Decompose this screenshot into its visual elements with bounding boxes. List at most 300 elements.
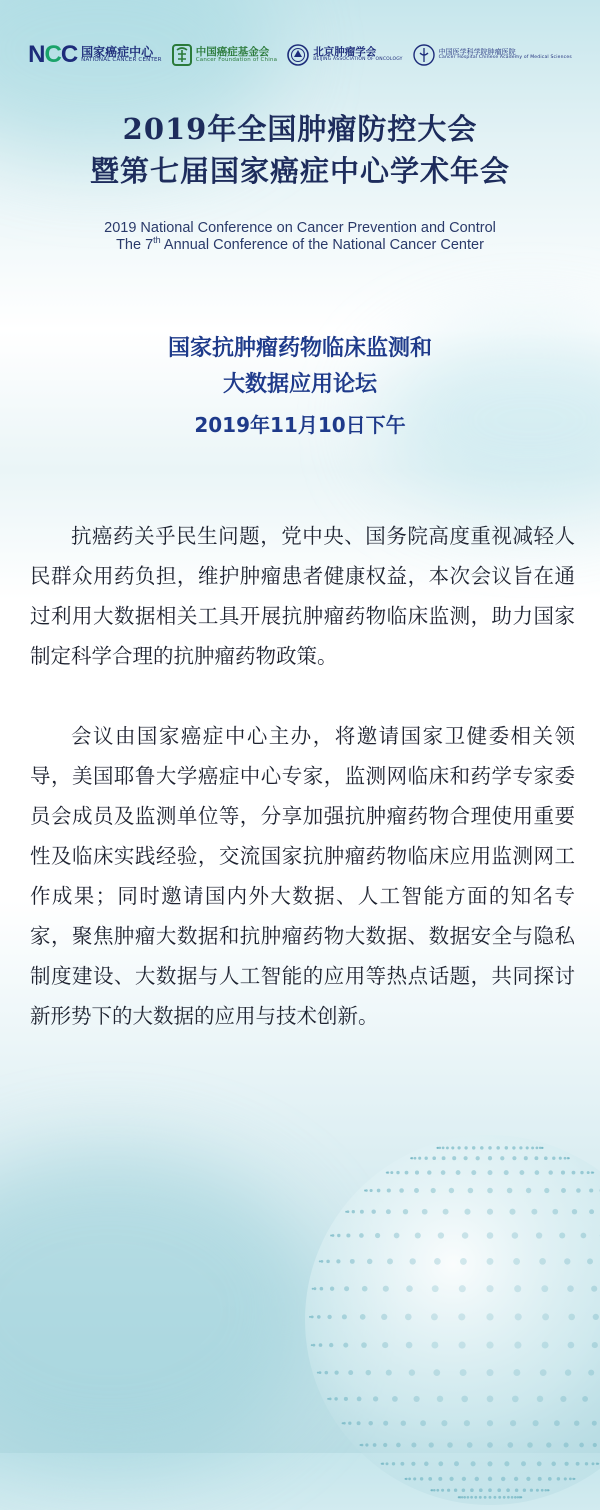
sphere-dot bbox=[392, 1396, 398, 1402]
sphere-dot bbox=[371, 1209, 375, 1213]
sphere-dot bbox=[500, 1156, 504, 1160]
sphere-dot bbox=[431, 1489, 433, 1491]
sphere-dot bbox=[311, 1315, 314, 1318]
sphere-dot bbox=[510, 1420, 516, 1426]
sphere-dot bbox=[367, 1259, 372, 1264]
sphere-dot bbox=[487, 1396, 494, 1403]
sphere-dot bbox=[574, 1420, 579, 1425]
sphere-dot bbox=[457, 1146, 460, 1149]
sphere-dot bbox=[459, 1285, 466, 1292]
sphere-dot bbox=[357, 1397, 362, 1402]
sphere-dot bbox=[487, 1209, 493, 1215]
sphere-dot bbox=[454, 1461, 459, 1466]
sphere-dot bbox=[332, 1234, 335, 1237]
sphere-dot bbox=[447, 1489, 450, 1492]
sphere-dot bbox=[597, 1463, 599, 1465]
sphere-dot bbox=[460, 1258, 467, 1265]
sphere-dot bbox=[431, 1313, 438, 1320]
sphere-dot bbox=[449, 1188, 454, 1193]
sphere-dot bbox=[405, 1314, 412, 1321]
sphere-dot bbox=[493, 1496, 496, 1499]
sphere-dot bbox=[560, 1396, 566, 1402]
sphere-dot bbox=[396, 1443, 401, 1448]
sphere-dot bbox=[564, 1462, 568, 1466]
beijing-logo bbox=[287, 44, 402, 66]
logo-bar bbox=[0, 30, 600, 80]
sphere-dot bbox=[326, 1260, 330, 1264]
conference-title-en-line1: 2019 National Conference on Cancer Prevention and Control bbox=[0, 220, 600, 236]
sphere-dot bbox=[548, 1489, 550, 1491]
sphere-dot bbox=[462, 1488, 466, 1492]
foundation-logo-cn: 中国癌症基金会 bbox=[196, 47, 278, 58]
sphere-dot bbox=[461, 1396, 468, 1403]
sphere-dot bbox=[362, 1286, 368, 1292]
sphere-dot bbox=[314, 1287, 317, 1290]
sphere-dot bbox=[514, 1477, 518, 1481]
sphere-dot bbox=[544, 1188, 549, 1193]
sphere-dot bbox=[569, 1478, 572, 1481]
sphere-dot bbox=[446, 1146, 449, 1149]
sphere-dot bbox=[408, 1478, 411, 1481]
sphere-dot bbox=[350, 1259, 355, 1264]
sphere-dot bbox=[488, 1170, 493, 1175]
conference-title-line1: 2019年全国肿瘤防控大会 bbox=[0, 110, 600, 148]
sphere-dot bbox=[438, 1477, 442, 1481]
hospital-emblem-icon bbox=[413, 44, 435, 66]
ncc-logo-en: NATIONAL CANCER CENTER bbox=[81, 58, 162, 64]
sphere-dot bbox=[509, 1209, 515, 1215]
sphere-dot bbox=[489, 1496, 492, 1499]
sphere-dot bbox=[463, 1496, 466, 1499]
sphere-dot bbox=[383, 1286, 389, 1292]
sphere-dot bbox=[579, 1443, 584, 1448]
sphere-dot bbox=[564, 1477, 567, 1480]
sphere-dot bbox=[589, 1188, 593, 1192]
sphere-dot bbox=[524, 1156, 528, 1160]
sphere-dot bbox=[519, 1170, 524, 1175]
sphere-dot bbox=[447, 1442, 453, 1448]
sphere-dot bbox=[387, 1258, 393, 1264]
sphere-dot bbox=[470, 1496, 473, 1499]
sphere-dot bbox=[442, 1147, 445, 1150]
sphere-dot bbox=[507, 1442, 513, 1448]
sphere-dot bbox=[309, 1316, 311, 1318]
sphere-dot bbox=[514, 1342, 521, 1349]
sphere-dot bbox=[342, 1314, 347, 1319]
sphere-dot bbox=[386, 1462, 389, 1465]
sphere-dot bbox=[348, 1370, 353, 1375]
sphere-dot bbox=[504, 1170, 509, 1175]
sphere-dot bbox=[431, 1188, 436, 1193]
sphere-dot bbox=[544, 1489, 547, 1492]
sphere-dot bbox=[504, 1461, 509, 1466]
sphere-dot bbox=[433, 1489, 436, 1492]
sphere-dot bbox=[441, 1170, 446, 1175]
sphere-dot bbox=[422, 1209, 428, 1215]
sphere-dot bbox=[514, 1285, 521, 1292]
sphere-dot bbox=[450, 1477, 454, 1481]
sphere-dot bbox=[538, 1477, 542, 1481]
sphere-dot bbox=[383, 1443, 387, 1447]
sphere-dot bbox=[537, 1396, 543, 1402]
sphere-dot bbox=[368, 1421, 373, 1426]
sphere-dot bbox=[329, 1343, 333, 1347]
sphere-dot bbox=[360, 1314, 366, 1320]
sphere-dot bbox=[587, 1171, 590, 1174]
sphere-dot bbox=[592, 1172, 594, 1174]
sphere-dot bbox=[319, 1260, 321, 1262]
sphere-dot bbox=[591, 1286, 597, 1292]
sphere-dot bbox=[479, 1496, 482, 1499]
sphere-dot bbox=[480, 1146, 484, 1150]
sphere-dot bbox=[593, 1443, 597, 1447]
sphere-dot bbox=[531, 1146, 534, 1149]
sphere-dot bbox=[441, 1420, 447, 1426]
sphere-dot bbox=[592, 1342, 598, 1348]
sphere-dot bbox=[415, 1171, 419, 1175]
sphere-dot bbox=[409, 1369, 415, 1375]
sphere-dot bbox=[337, 1234, 340, 1237]
sphere-dot bbox=[330, 1287, 334, 1291]
sphere-dot bbox=[361, 1444, 364, 1447]
sphere-dot bbox=[496, 1146, 500, 1150]
sphere-dot bbox=[531, 1209, 537, 1215]
sphere-dot bbox=[415, 1232, 421, 1238]
sphere-dot bbox=[515, 1313, 522, 1320]
sphere-dot bbox=[464, 1146, 467, 1149]
sphere-dot bbox=[317, 1372, 319, 1374]
sphere-dot bbox=[487, 1188, 493, 1194]
sphere-dot bbox=[387, 1171, 389, 1173]
sphere-dot bbox=[414, 1188, 419, 1193]
sphere-dot bbox=[373, 1396, 378, 1401]
sphere-dot bbox=[429, 1442, 434, 1447]
sphere-dot bbox=[486, 1342, 493, 1349]
beijing-logo-en: BEIJING ASSOCIATION OF ONCOLOGY bbox=[313, 58, 402, 63]
sphere-dot bbox=[561, 1171, 565, 1175]
sphere-dot bbox=[503, 1496, 506, 1499]
ncc-logo-cn: 国家癌症中心 bbox=[81, 46, 162, 59]
sphere-dot bbox=[344, 1286, 349, 1291]
sphere-dot bbox=[523, 1489, 526, 1492]
sphere-dot bbox=[511, 1496, 514, 1499]
sphere-dot bbox=[427, 1170, 431, 1174]
sphere-dot bbox=[501, 1477, 505, 1481]
sphere-dot bbox=[366, 1370, 372, 1376]
sphere-dot bbox=[320, 1287, 324, 1291]
sphere-dot bbox=[552, 1157, 555, 1160]
sphere-dot bbox=[541, 1285, 548, 1292]
sphere-dot bbox=[497, 1488, 501, 1492]
sphere-dot bbox=[486, 1313, 493, 1320]
sphere-dot bbox=[512, 1396, 519, 1403]
sphere-dot bbox=[568, 1157, 570, 1159]
sphere-dot bbox=[479, 1488, 483, 1492]
sphere-dot bbox=[414, 1396, 420, 1402]
sphere-dot bbox=[410, 1258, 416, 1264]
sphere-dot bbox=[565, 1369, 571, 1375]
sphere-dot bbox=[438, 1232, 444, 1238]
sphere-dot bbox=[454, 1489, 457, 1492]
sphere-dot bbox=[559, 1157, 562, 1160]
ncc-logo bbox=[28, 41, 162, 69]
sphere-dot bbox=[432, 1156, 436, 1160]
sphere-dot bbox=[352, 1210, 355, 1213]
sphere-dot bbox=[461, 1496, 463, 1498]
hospital-logo-en: Cancer Hospital Chinese Academy of Medical Sciences bbox=[439, 56, 572, 61]
sphere-dot bbox=[343, 1422, 346, 1425]
sphere-dot bbox=[474, 1496, 477, 1499]
sphere-dot bbox=[401, 1420, 406, 1425]
foundation-emblem-icon bbox=[172, 44, 192, 66]
sphere-dot bbox=[424, 1462, 429, 1467]
sphere-dot bbox=[487, 1420, 493, 1426]
sphere-dot bbox=[540, 1369, 547, 1376]
sphere-dot bbox=[458, 1313, 465, 1320]
sphere-dot bbox=[347, 1210, 350, 1213]
sphere-dot bbox=[507, 1496, 510, 1499]
sphere-dot bbox=[585, 1462, 588, 1465]
sphere-dot bbox=[552, 1209, 558, 1215]
sphere-dot bbox=[582, 1396, 588, 1402]
forum-title-line1: 国家抗肿瘤药物临床监测和 bbox=[0, 332, 600, 366]
sphere-dot bbox=[327, 1315, 331, 1319]
hospital-logo bbox=[413, 44, 572, 66]
sphere-dot bbox=[535, 1170, 540, 1175]
sphere-dot bbox=[536, 1232, 542, 1238]
foundation-logo-en: Cancer Foundation of China bbox=[196, 58, 278, 64]
sphere-dot bbox=[411, 1442, 416, 1447]
background-glow-bottom bbox=[0, 1150, 320, 1470]
sphere-dot bbox=[336, 1259, 340, 1263]
sphere-dot bbox=[519, 1146, 522, 1149]
sphere-dot bbox=[534, 1156, 538, 1160]
sphere-dot bbox=[325, 1371, 329, 1375]
sphere-dot bbox=[443, 1209, 449, 1215]
sphere-dot bbox=[512, 1146, 515, 1149]
sphere-dot bbox=[526, 1477, 530, 1481]
sphere-dot bbox=[321, 1260, 324, 1263]
sphere-dot bbox=[487, 1369, 494, 1376]
sphere-dot bbox=[588, 1370, 594, 1376]
sphere-dot bbox=[343, 1343, 348, 1348]
forum-title-line2: 大数据应用论坛 bbox=[0, 368, 600, 402]
sphere-dot bbox=[526, 1146, 529, 1149]
sphere-dot bbox=[396, 1171, 399, 1174]
sphere-dot bbox=[346, 1233, 350, 1237]
sphere-dot bbox=[459, 1342, 466, 1349]
sphere-dot bbox=[451, 1146, 454, 1149]
sphere-dot bbox=[420, 1420, 426, 1426]
sphere-dot bbox=[317, 1315, 321, 1319]
sphere-dot bbox=[357, 1421, 361, 1425]
sphere-dot bbox=[542, 1147, 544, 1149]
sphere-dot bbox=[470, 1488, 474, 1492]
sphere-dot bbox=[462, 1477, 466, 1481]
sphere-dot bbox=[334, 1397, 337, 1400]
conference-title-line2: 暨第七届国家癌症中心学术年会 bbox=[0, 152, 600, 190]
sphere-dot bbox=[373, 1443, 377, 1447]
sphere-dot bbox=[420, 1477, 423, 1480]
sphere-dot bbox=[475, 1477, 479, 1481]
body-paragraph-2: 会议由国家癌症中心主办，将邀请国家卫健委相关领导，美国耶鲁大学癌症中心专家，监测网临床和药学专家委员会成员及监测单位等，分享加强抗肿瘤药物合理使用重要性及临床实践经验，交流国家抗肿瘤药物临床应用监测网工作成果；同时邀请国内外大数据、人工智能方面的知名专家，聚焦肿瘤大数据和抗肿瘤药物大数据、数据安全与隐私制度建设、大数据与人工智能的应用等热点话题，共同探讨新形势下的大数据的应用与技术创新。 bbox=[30, 716, 575, 1036]
sphere-dot bbox=[512, 1232, 519, 1239]
sphere-dot bbox=[413, 1477, 416, 1480]
sphere-dot bbox=[539, 1258, 546, 1265]
sphere-dot bbox=[319, 1343, 323, 1347]
sphere-dot bbox=[592, 1462, 595, 1465]
sphere-dot bbox=[576, 1462, 580, 1466]
sphere-dot bbox=[487, 1461, 492, 1466]
sphere-dot bbox=[428, 1477, 432, 1481]
sphere-dot bbox=[546, 1442, 551, 1447]
sphere-dot bbox=[386, 1370, 392, 1376]
sphere-dot bbox=[329, 1398, 332, 1401]
sphere-dot bbox=[580, 1171, 583, 1174]
sphere-dot bbox=[361, 1342, 367, 1348]
sphere-dot bbox=[521, 1461, 526, 1466]
sphere-dot bbox=[403, 1209, 408, 1214]
sphere-dot bbox=[515, 1488, 519, 1492]
sphere-dot bbox=[506, 1488, 510, 1492]
sphere-dot bbox=[471, 1170, 476, 1175]
sphere-dot bbox=[365, 1189, 368, 1192]
sphere-dot bbox=[437, 1396, 443, 1402]
sphere-dot bbox=[567, 1285, 574, 1292]
sphere-dot bbox=[405, 1171, 409, 1175]
sphere-dot bbox=[557, 1477, 560, 1480]
sphere-dot bbox=[431, 1342, 438, 1349]
sphere-dot bbox=[564, 1157, 567, 1160]
sphere-dot bbox=[476, 1156, 480, 1160]
sphere-dot bbox=[514, 1496, 517, 1499]
foundation-logo bbox=[172, 44, 278, 66]
sphere-dot bbox=[468, 1188, 474, 1194]
sphere-dot bbox=[406, 1285, 413, 1292]
sphere-dot bbox=[365, 1443, 368, 1446]
sphere-dot bbox=[441, 1489, 444, 1492]
sphere-dot bbox=[507, 1188, 513, 1194]
sphere-dot bbox=[488, 1156, 492, 1160]
sphere-dot bbox=[390, 1171, 393, 1174]
sphere-dot bbox=[439, 1147, 441, 1149]
ncc-mark: NCC bbox=[28, 41, 77, 69]
sphere-dot bbox=[467, 1442, 473, 1448]
sphere-dot bbox=[399, 1188, 404, 1193]
sphere-dot bbox=[505, 1146, 508, 1149]
sphere-dot bbox=[551, 1462, 556, 1467]
sphere-dot bbox=[400, 1462, 404, 1466]
sphere-dot bbox=[548, 1170, 552, 1174]
sphere-dot bbox=[312, 1288, 314, 1290]
sphere-dot bbox=[452, 1156, 456, 1160]
sphere-dot bbox=[559, 1232, 565, 1238]
sphere-dot bbox=[411, 1157, 413, 1159]
sphere-dot bbox=[574, 1478, 576, 1480]
sphere-dot bbox=[432, 1285, 439, 1292]
sphere-dot bbox=[464, 1209, 470, 1215]
sphere-dot bbox=[512, 1156, 516, 1160]
sphere-dot bbox=[576, 1188, 581, 1193]
sphere-dot bbox=[381, 1314, 387, 1320]
sphere-dot bbox=[589, 1209, 594, 1214]
sphere-dot bbox=[542, 1342, 549, 1349]
sphere-dot bbox=[433, 1369, 440, 1376]
sphere-dot bbox=[313, 1344, 316, 1347]
sphere-dot bbox=[484, 1496, 487, 1499]
sphere-dot bbox=[572, 1171, 576, 1175]
sphere-dot bbox=[348, 1422, 351, 1425]
sphere-dot bbox=[533, 1420, 539, 1426]
sphere-dot bbox=[541, 1489, 544, 1492]
sphere-dot bbox=[411, 1462, 415, 1466]
sphere-dot bbox=[488, 1477, 492, 1481]
sphere-dot bbox=[392, 1462, 395, 1465]
sphere-dot bbox=[542, 1313, 549, 1320]
sphere-dot bbox=[526, 1188, 531, 1193]
sphere-dot bbox=[418, 1157, 421, 1160]
sphere-dot bbox=[587, 1258, 593, 1264]
sphere-dot bbox=[436, 1489, 439, 1492]
sphere-dot bbox=[471, 1461, 476, 1466]
sphere-dot bbox=[456, 1170, 461, 1175]
sphere-dot bbox=[536, 1489, 539, 1492]
sphere-dot bbox=[442, 1156, 446, 1160]
sphere-dot bbox=[394, 1233, 400, 1239]
sphere-dot bbox=[438, 1461, 443, 1466]
forum-date: 2019年11月10日下午 bbox=[0, 408, 600, 442]
sphere-dot bbox=[593, 1314, 599, 1320]
sphere-dot bbox=[405, 1478, 407, 1480]
sphere-dot bbox=[564, 1442, 569, 1447]
sphere-dot bbox=[544, 1156, 548, 1160]
sphere-dot bbox=[487, 1232, 494, 1239]
sphere-dot bbox=[513, 1369, 520, 1376]
sphere-dot bbox=[414, 1157, 417, 1160]
sphere-dot bbox=[460, 1369, 467, 1376]
sphere-dot bbox=[319, 1371, 322, 1374]
sphere-dot bbox=[387, 1188, 391, 1192]
sphere-dot bbox=[359, 1233, 364, 1238]
sphere-dot bbox=[464, 1156, 468, 1160]
hospital-logo-cn: 中国医学科学院肿瘤医院 bbox=[439, 49, 572, 56]
sphere-dot bbox=[464, 1420, 470, 1426]
sphere-dot bbox=[382, 1342, 388, 1348]
body-paragraph-1: 抗癌药关乎民生问题，党中央、国务院高度重视减轻人民群众用药负担，维护肿瘤患者健康权益，本次会议旨在通过利用大数据相关工具开展抗肿瘤药物临床监测，助力国家制定科学合理的抗肿瘤药物政策。 bbox=[30, 516, 575, 676]
sphere-dot bbox=[498, 1496, 501, 1499]
sphere-dot bbox=[513, 1258, 520, 1265]
beijing-emblem-icon bbox=[287, 44, 309, 66]
sphere-dot bbox=[488, 1488, 492, 1492]
conference-title-en-line2: The 7th Annual Conference of the National Cancer Center bbox=[0, 237, 600, 253]
sphere-dot bbox=[564, 1258, 570, 1264]
sphere-dot bbox=[375, 1233, 380, 1238]
sphere-dot bbox=[548, 1477, 552, 1481]
sphere-dot bbox=[520, 1496, 522, 1498]
sphere-dot bbox=[377, 1189, 381, 1193]
sphere-dot bbox=[386, 1209, 391, 1214]
sphere-dot bbox=[581, 1233, 587, 1239]
sphere-dot bbox=[568, 1314, 575, 1321]
dotted-sphere-decoration bbox=[300, 1130, 600, 1510]
sphere-dot bbox=[462, 1232, 469, 1239]
sphere-dot bbox=[561, 1188, 566, 1193]
sphere-dot bbox=[425, 1157, 428, 1160]
sphere-dot bbox=[406, 1342, 413, 1349]
sphere-dot bbox=[467, 1496, 470, 1499]
sphere-dot bbox=[383, 1421, 388, 1426]
sphere-dot bbox=[370, 1189, 373, 1192]
